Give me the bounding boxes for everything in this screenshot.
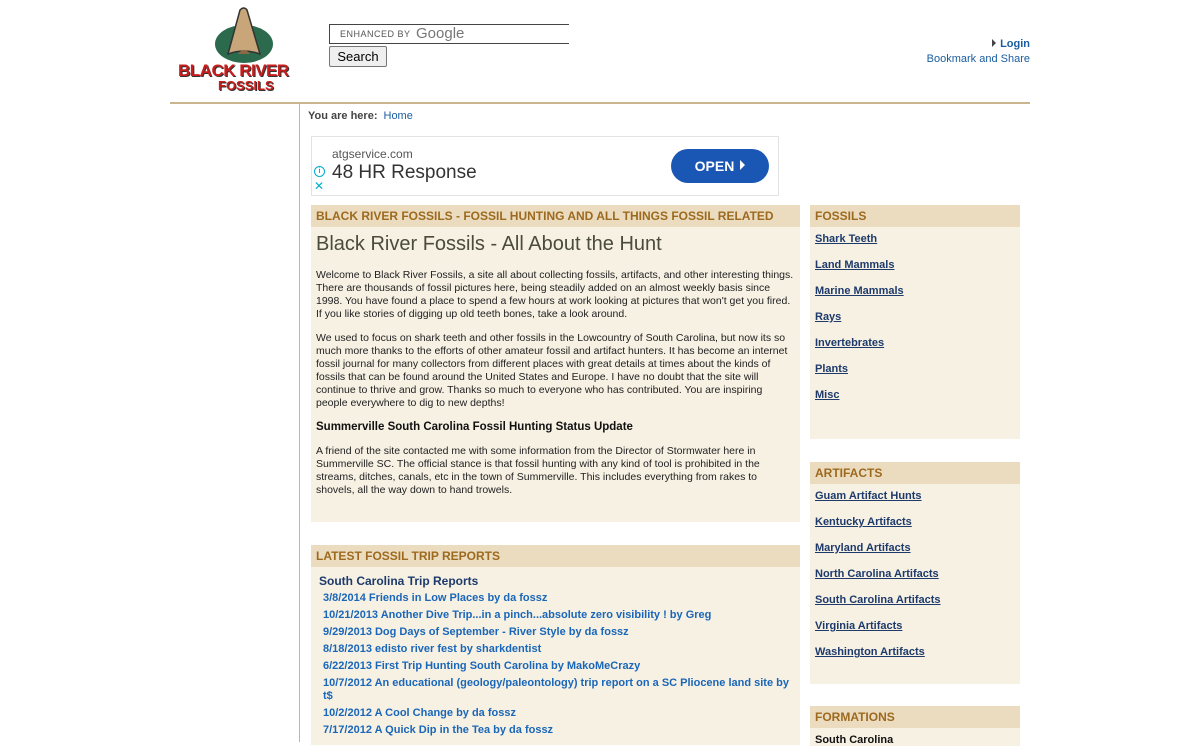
- nav-link-virginia-artifacts[interactable]: Virginia Artifacts: [815, 620, 903, 632]
- ad-domain: atgservice.com: [332, 147, 413, 161]
- nav-link-rays[interactable]: Rays: [815, 311, 842, 323]
- ad-close-icon[interactable]: ✕: [314, 179, 325, 193]
- account-links: [927, 38, 1030, 68]
- play-arrow-icon: [740, 160, 745, 170]
- logo-text-line2: FOSSILS: [218, 78, 274, 93]
- nav-link-north-carolina-artifacts[interactable]: North Carolina Artifacts: [815, 568, 939, 580]
- intro-panel: [311, 205, 800, 522]
- breadcrumb-home-link[interactable]: Home: [383, 110, 413, 122]
- search-enhanced-label: ENHANCED BY: [340, 29, 411, 39]
- artifacts-nav-header: ARTIFACTS: [810, 462, 1020, 484]
- intro-panel-header: BLACK RIVER FOSSILS - FOSSIL HUNTING AND ALL THINGS FOSSIL RELATED: [311, 205, 800, 227]
- content-divider: [299, 102, 300, 742]
- nav-link-south-carolina-formation[interactable]: South Carolina: [815, 734, 894, 746]
- intro-paragraph-1: Welcome to Black River Fossils, a site all about collecting fossils, artifacts, and other interesting things. There are thousands of fossil pictures here, being steadily added on an almost weekly basis since 1998. You have found a place to spend a few hours at work looking at pictures that won't get you fired. If you like stories of digging up old teeth bones, take a look around.: [316, 269, 794, 320]
- ad-headline: 48 HR Response: [332, 162, 477, 183]
- login-link[interactable]: Login: [1000, 38, 1030, 50]
- nav-link-washington-artifacts[interactable]: Washington Artifacts: [815, 646, 925, 658]
- trip-group-title: South Carolina Trip Reports: [319, 574, 479, 588]
- ad-open-label: OPEN: [694, 158, 735, 174]
- intro-paragraph-2: We used to focus on shark teeth and other fossils in the Lowcountry of South Carolina, but now its so much more thanks to the efforts of other amateur fossil and artifact hunters. It has become an internet fossil journal for many collectors from different places with great details at times about the kinds of fossils that can be found around the United States and Europe. I have no doubt that the site will continue to thrive and grow. Thanks so much to everyone who has contributed. You are inspiring people everywhere to dig to new depths!: [316, 332, 788, 409]
- ad-open-button[interactable]: [671, 149, 769, 183]
- google-logo-text: Google: [416, 25, 465, 42]
- search-button[interactable]: Search: [329, 46, 387, 67]
- nav-link-maryland-artifacts[interactable]: Maryland Artifacts: [815, 542, 911, 554]
- search-input[interactable]: [329, 24, 569, 44]
- nav-link-marine-mammals[interactable]: Marine Mammals: [815, 285, 904, 297]
- site-logo[interactable]: [176, 4, 316, 94]
- nav-link-invertebrates[interactable]: Invertebrates: [815, 337, 885, 349]
- status-update-paragraph: A friend of the site contacted me with some information from the Director of Stormwater here in Summerville SC. The official stance is that fossil hunting with any kind of tool is prohibited in the streams, ditches, canals, etc in the town of Summerville. This includes everything from rakes to shovels, all the way down to hand trowels.: [316, 445, 760, 496]
- shark-tooth-logo-icon: [214, 6, 274, 64]
- logo-text-line1: BLACK RIVER: [178, 61, 289, 80]
- fossils-nav: [810, 205, 1020, 439]
- breadcrumb: [308, 110, 413, 122]
- trip-report-link[interactable]: 7/17/2012 A Quick Dip in the Tea by da fossz: [323, 724, 554, 736]
- nav-link-plants[interactable]: Plants: [815, 363, 849, 375]
- ad-banner[interactable]: [311, 136, 779, 196]
- nav-link-misc[interactable]: Misc: [815, 389, 840, 401]
- site-header: [170, 0, 1030, 104]
- trip-report-link[interactable]: 10/2/2012 A Cool Change by da fossz: [323, 707, 516, 719]
- trip-report-link[interactable]: 10/21/2013 Another Dive Trip...in a pinch...absolute zero visibility ! by Greg: [323, 609, 712, 621]
- nav-link-guam-artifacts[interactable]: Guam Artifact Hunts: [815, 490, 922, 502]
- fossils-nav-header: FOSSILS: [810, 205, 1020, 227]
- formations-nav: [810, 706, 1020, 746]
- arrow-right-icon: [992, 39, 996, 47]
- nav-link-land-mammals[interactable]: Land Mammals: [815, 259, 895, 271]
- artifacts-nav: [810, 462, 1020, 684]
- trip-reports-panel: [311, 545, 800, 745]
- breadcrumb-label: You are here:: [308, 110, 378, 122]
- trip-report-link[interactable]: 8/18/2013 edisto river fest by sharkdentist: [323, 643, 542, 655]
- trip-report-link[interactable]: 6/22/2013 First Trip Hunting South Carolina by MakoMeCrazy: [323, 660, 641, 672]
- formations-nav-header: FORMATIONS: [810, 706, 1020, 728]
- ad-info-icon[interactable]: i: [314, 166, 325, 177]
- trip-report-link[interactable]: 3/8/2014 Friends in Low Places by da fossz: [323, 592, 548, 604]
- nav-link-south-carolina-artifacts[interactable]: South Carolina Artifacts: [815, 594, 941, 606]
- nav-link-kentucky-artifacts[interactable]: Kentucky Artifacts: [815, 516, 912, 528]
- trip-report-link[interactable]: 9/29/2013 Dog Days of September - River Style by da fossz: [323, 626, 629, 638]
- nav-link-shark-teeth[interactable]: Shark Teeth: [815, 233, 878, 245]
- trip-reports-header: LATEST FOSSIL TRIP REPORTS: [311, 545, 800, 567]
- bookmark-share-link[interactable]: Bookmark and Share: [926, 53, 1030, 65]
- status-update-heading: Summerville South Carolina Fossil Hunting Status Update: [316, 421, 633, 433]
- trip-report-link[interactable]: 10/7/2012 An educational (geology/paleontology) trip report on a SC Pliocene land site by t$: [323, 677, 789, 702]
- page-title: Black River Fossils - All About the Hunt: [316, 233, 662, 255]
